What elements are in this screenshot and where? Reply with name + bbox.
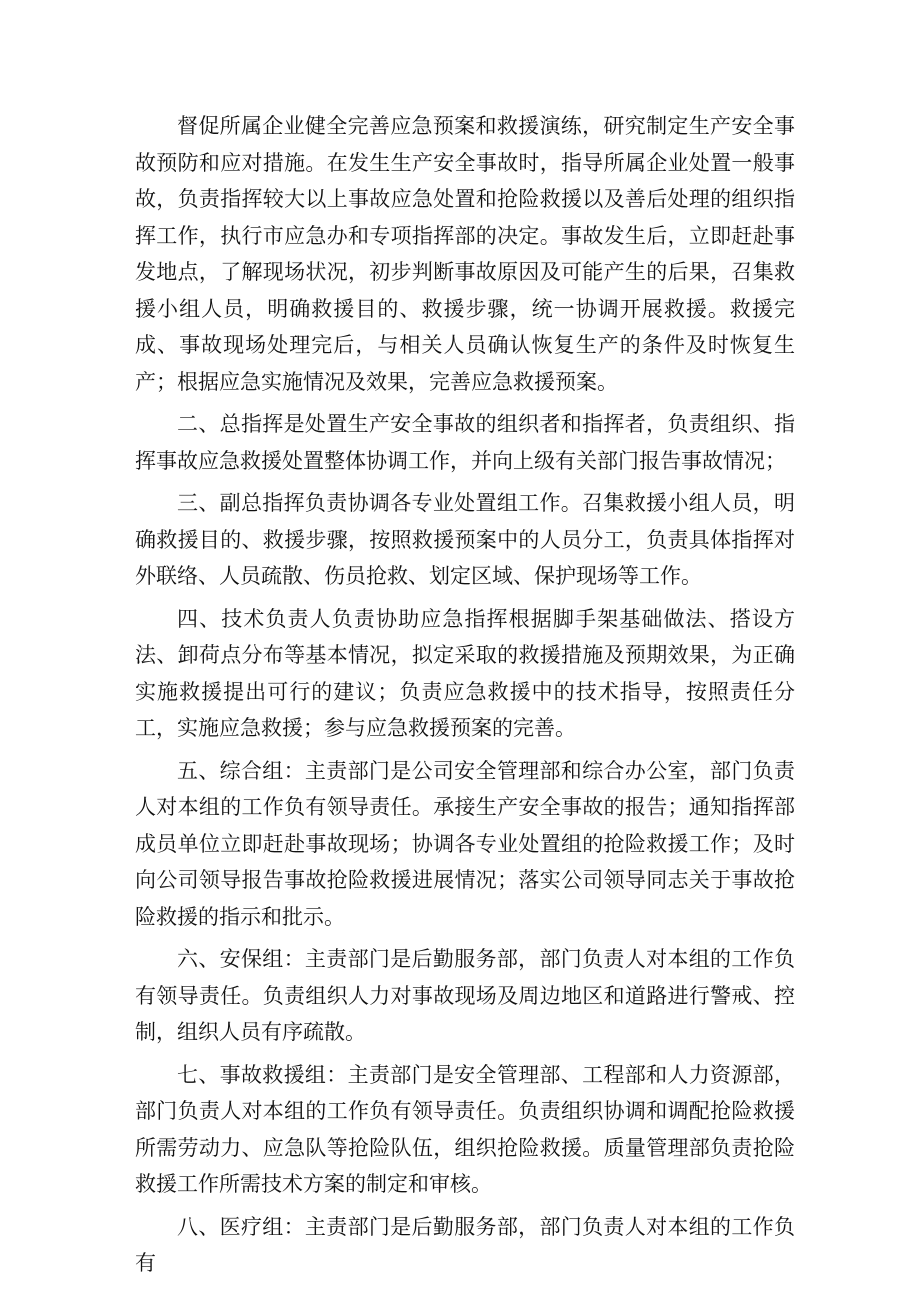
paragraph-security-group: 六、安保组：主责部门是后勤服务部，部门负责人对本组的工作负有领导责任。负责组织人力对事故现场及周边地区和道路进行警戒、控制，组织人员有序疏散。: [135, 947, 795, 1044]
paragraph-technical-lead: 四、技术负责人负责协助应急指挥根据脚手架基础做法、搭设方法、卸荷点分布等基本情况，拟定采取的救援措施及预期效果，为正确实施救援提出可行的建议；负责应急救援中的技术指导，按照责任分工，实施应急救援；参与应急救援预案的完善。: [135, 606, 795, 740]
document-page: [135, 108, 795, 1288]
paragraph-medical-group: 八、医疗组：主责部门是后勤服务部，部门负责人对本组的工作负有: [135, 1214, 795, 1275]
paragraph-commander-in-chief: 二、总指挥是处置生产安全事故的组织者和指挥者，负责组织、指挥事故应急救援处置整体协调工作，并向上级有关部门报告事故情况；: [135, 412, 795, 473]
paragraph-deputy-commander: 三、副总指挥负责协调各专业处置组工作。召集救援小组人员，明确救援目的、救援步骤，按照救援预案中的人员分工，负责具体指挥对外联络、人员疏散、伤员抢救、划定区域、保护现场等工作。: [135, 491, 795, 588]
paragraph-emergency-plan-intro: 督促所属企业健全完善应急预案和救援演练，研究制定生产安全事故预防和应对措施。在发生生产安全事故时，指导所属企业处置一般事故，负责指挥较大以上事故应急处置和抢险救援以及善后处理的组织指挥工作，执行市应急办和专项指挥部的决定。事故发生后，立即赶赴事发地点，了解现场状况，初步判断事故原因及可能产生的后果，召集救援小组人员，明确救援目的、救援步骤，统一协调开展救援。救援完成、事故现场处理完后，与相关人员确认恢复生产的条件及时恢复生产；根据应急实施情况及效果，完善应急救援预案。: [135, 114, 795, 394]
paragraph-general-group: 五、综合组：主责部门是公司安全管理部和综合办公室，部门负责人对本组的工作负有领导责任。承接生产安全事故的报告；通知指挥部成员单位立即赶赴事故现场；协调各专业处置组的抢险救援工作；及时向公司领导报告事故抢险救援进展情况；落实公司领导同志关于事故抢险救援的指示和批示。: [135, 758, 795, 929]
paragraph-rescue-group: 七、事故救援组：主责部门是安全管理部、工程部和人力资源部，部门负责人对本组的工作负有领导责任。负责组织协调和调配抢险救援所需劳动力、应急队等抢险队伍，组织抢险救援。质量管理部负责抢险救援工作所需技术方案的制定和审核。: [135, 1062, 795, 1196]
